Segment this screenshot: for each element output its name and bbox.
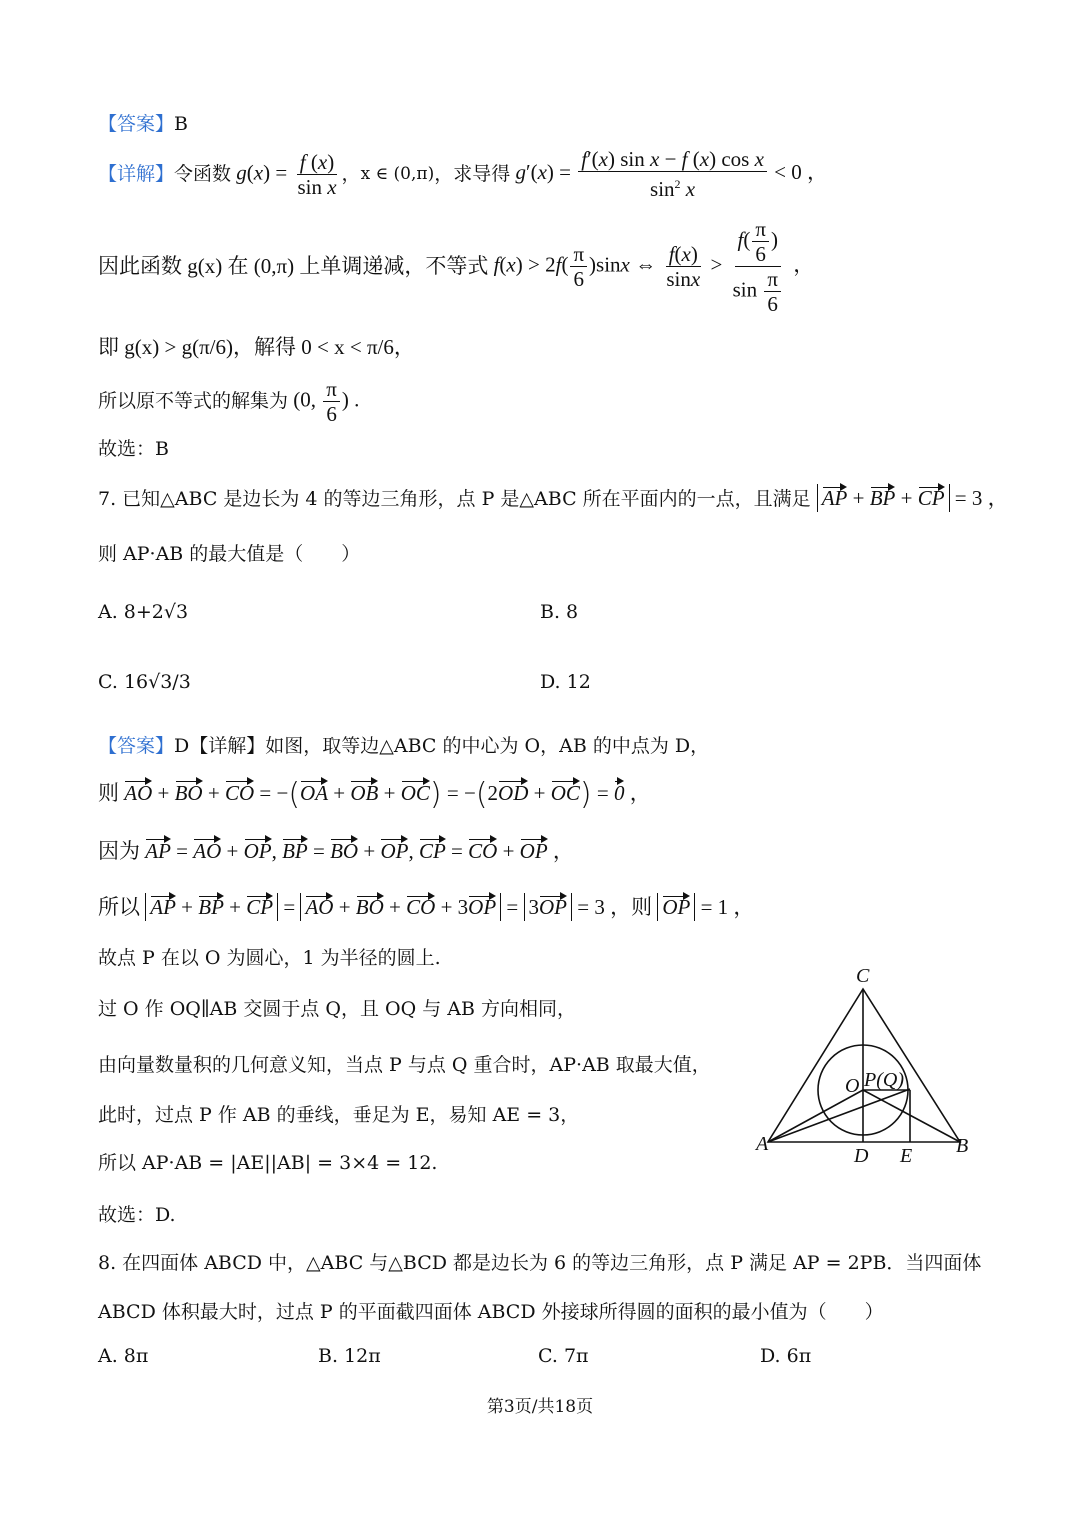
q8-option-b[interactable]: B. 12π [318, 1345, 381, 1367]
q7-stem1-line [98, 484, 1009, 512]
q6-choose: 故选：B [98, 438, 169, 460]
q7-answer: D [174, 735, 190, 757]
q8-option-c[interactable]: C. 7π [538, 1345, 589, 1367]
q6-g-def: g(x) = $\frac{f (x)}{\text{sin x}}$ [236, 149, 337, 199]
q6-answer: B [174, 113, 188, 135]
q6-answer-tag: 【答案】 [98, 113, 175, 135]
q7-option-b[interactable]: B. 8 [540, 601, 579, 623]
q7-stem1: 7. 已知△ABC 是边长为 4 的等边三角形，点 P 是△ABC 所在平面内的一点，且满足 [98, 488, 811, 510]
q6-derivative: g′(x) = $\frac{\text{f′(x) sin x − f (x) cos x}}{\sin^2 x}$ < 0 ， [515, 147, 829, 201]
q6-detail-line2 [98, 216, 815, 316]
label-e: E [900, 1145, 913, 1167]
q7-s8: 此时，过点 P 作 AB 的垂线，垂足为 E，易知 AE = 3， [98, 1104, 580, 1126]
q7-option-d[interactable]: D. 12 [540, 671, 591, 693]
label-b: B [956, 1135, 969, 1157]
q8-option-d[interactable]: D. 6π [760, 1345, 812, 1367]
q6-domain: x ∈ (0,π) [360, 164, 435, 184]
label-d: D [854, 1145, 869, 1167]
q7-s5: 故点 P 在以 O 为圆心，1 为半径的圆上. [98, 947, 441, 969]
q7-choose: 故选：D. [98, 1204, 176, 1226]
q7-s7: 由向量数量积的几何意义知，当点 P 与点 Q 重合时，AP·AB 取最大值， [98, 1054, 711, 1076]
q7-detail-tag: 【详解】 [189, 735, 266, 757]
q7-s9: 所以 AP·AB = |AE||AB| = 3×4 = 12. [98, 1152, 438, 1174]
q6-detail-line1: 【详解】 令函数 g(x) = $\frac{f (x)}{\text{sin x}}$ ， x ∈ (0,π) ，求导得 g′(x) = $\frac{\text{f′(x) sin x − f (x) cos x}}{\sin^2 x}$ < 0 ， [98, 147, 829, 201]
q7-intro: 如图，取等边△ABC 的中心为 O，AB 的中点为 D， [265, 735, 710, 757]
triangle-abc [768, 989, 960, 1142]
q7-option-a[interactable]: A. 8+2√3 [98, 601, 189, 623]
page-footer: 第3页/共18页 [486, 1397, 594, 1417]
label-a: A [756, 1133, 769, 1155]
q6-detail-line4 [98, 376, 359, 426]
q6-detail-tag: 【详解】 [98, 163, 175, 185]
q7-stem2: 则 AP·AB 的最大值是（ ） [98, 543, 361, 565]
label-c: C [856, 965, 870, 987]
q8-stem2: ABCD 体积最大时，过点 P 的平面截四面体 ABCD 外接球所得圆的面积的最小值为（ ） [98, 1301, 884, 1323]
segment-ao [768, 1090, 863, 1142]
q7-condition: AP + BP + CP = 3 ， [817, 486, 1009, 510]
q6-line3-text: 即 g(x) > g(π/6)，解得 0 < x < π/6， [98, 335, 415, 359]
q6-answer-line [98, 111, 188, 137]
q6-detail-line3 [98, 320, 415, 374]
q6-line4-text: 所以原不等式的解集为 [98, 390, 289, 412]
q8-option-a[interactable]: A. 8π [98, 1345, 149, 1367]
q8-stem1: 8. 在四面体 ABCD 中，△ABC 与△BCD 都是边长为 6 的等边三角形，点 P 满足 AP = 2PB．当四面体 [98, 1252, 982, 1274]
q6-line2-text: 因此函数 g(x) 在 (0,π) 上单调递减，不等式 [98, 254, 489, 278]
q6-solution-set: (0, $\frac{\pi}{6}$ ) . [288, 376, 360, 426]
q7-s6: 过 O 作 OQ∥AB 交圆于点 Q，且 OQ 与 AB 方向相同， [98, 998, 576, 1020]
label-pq: P(Q) [864, 1069, 904, 1091]
q6-derive-text: ，求导得 [434, 163, 511, 185]
q6-inequality: f(x) > 2f( $\frac{\pi}{6}$ )sinx ⇔ $\frac{f(x)}{\sin x}$ > f( $\frac{\pi}{6}$ ) sin $\frac{\pi}{6}$ ， [493, 216, 815, 316]
q7-step3: 所以 AP + BP + CP = AO + BO + CO + 3OP = 3OP = 3 ，则 OP = 1 ， [98, 895, 755, 919]
label-o: O [845, 1075, 860, 1097]
q7-answer-tag: 【答案】 [98, 735, 175, 757]
q7-triangle-figure [750, 962, 980, 1172]
segment-ap [768, 1089, 910, 1142]
q7-option-c[interactable]: C. 16√3/3 [98, 671, 191, 693]
q6-line1-text: 令函数 [174, 163, 232, 185]
q7-step2: 因为 AP = AO + OP, BP = BO + OP, CP = CO + OP ， [98, 839, 574, 863]
segment-bo [863, 1090, 960, 1142]
q7-answer-line [98, 733, 709, 759]
q7-step1: 则 AO + BO + CO = −(OA + OB + OC) = −(2OD + OC) = 0 ， [98, 777, 651, 813]
